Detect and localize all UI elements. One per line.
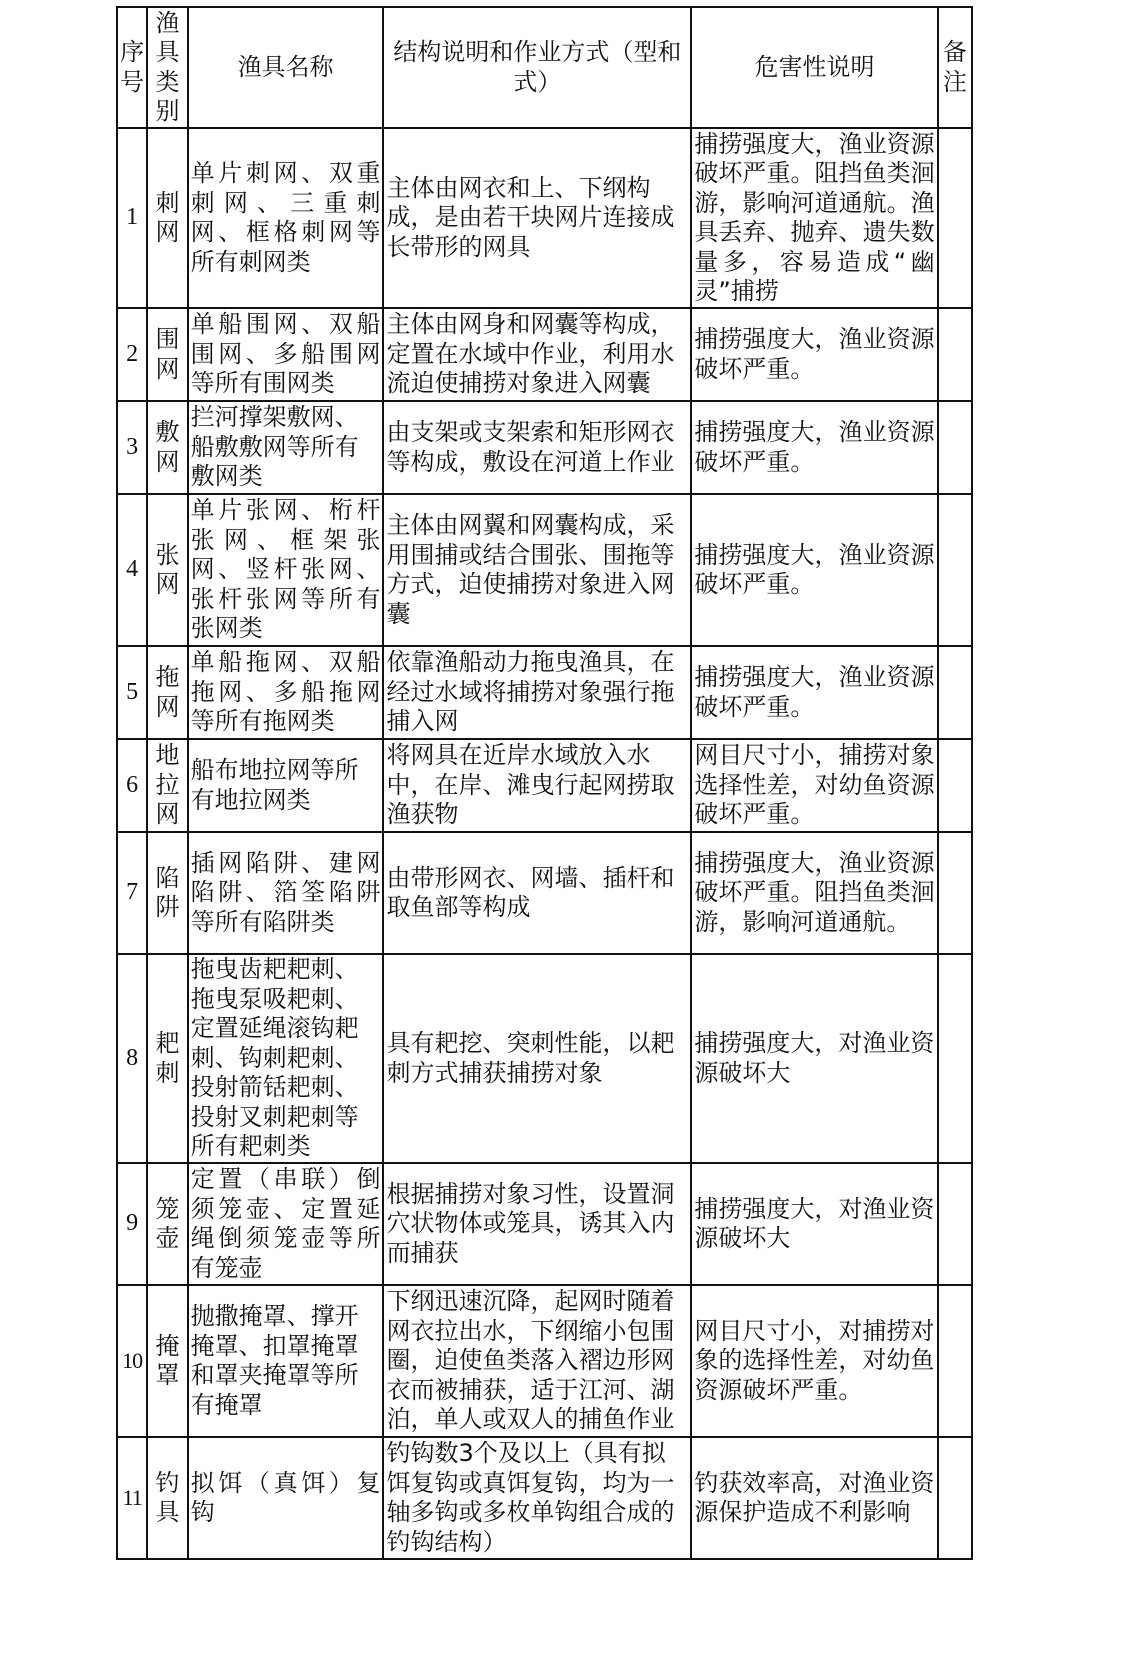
table-row xyxy=(117,832,972,954)
row-remark xyxy=(938,494,972,646)
row-seq: 4 xyxy=(117,494,147,646)
row-hazard: 网目尺寸小，捕捞对象选择性差，对幼鱼资源破坏严重。 xyxy=(691,739,937,832)
row-seq: 6 xyxy=(117,739,147,832)
row-seq: 9 xyxy=(117,1163,147,1285)
row-structure: 具有耙挖、突刺性能，以耙刺方式捕获捕捞对象 xyxy=(383,954,691,1163)
row-remark xyxy=(938,1285,972,1437)
row-structure: 主体由网身和网囊等构成，定置在水域中作业，利用水流迫使捕捞对象进入网囊 xyxy=(383,308,691,401)
row-gear-type: 敷网 xyxy=(147,401,187,494)
table-row xyxy=(117,954,972,1163)
row-gear-name: 船布地拉网等所有地拉网类 xyxy=(188,739,384,832)
table-row xyxy=(117,1285,972,1437)
row-gear-name: 拦河撑架敷网、船敷敷网等所有敷网类 xyxy=(188,401,384,494)
row-hazard: 捕捞强度大，渔业资源破坏严重。阻挡鱼类洄游，影响河道通航。渔具丢弃、抛弃、遗失数量多，容易造成“幽灵”捕捞 xyxy=(691,128,937,308)
table-row xyxy=(117,1163,972,1285)
table-row xyxy=(117,308,972,401)
table-row xyxy=(117,401,972,494)
row-remark xyxy=(938,954,972,1163)
row-remark xyxy=(938,308,972,401)
row-structure: 根据捕捞对象习性，设置洞穴状物体或笼具，诱其入内而捕获 xyxy=(383,1163,691,1285)
table-row xyxy=(117,1437,972,1559)
prohibited-fishing-gear-table xyxy=(116,6,973,1560)
row-gear-type: 笼壶 xyxy=(147,1163,187,1285)
row-hazard: 网目尺寸小，对捕捞对象的选择性差，对幼鱼资源破坏严重。 xyxy=(691,1285,937,1437)
row-gear-type: 陷阱 xyxy=(147,832,187,954)
table-row xyxy=(117,128,972,308)
row-remark xyxy=(938,832,972,954)
row-seq: 10 xyxy=(117,1285,147,1437)
row-structure: 钓钩数3个及以上（具有拟饵复钩或真饵复钩，均为一轴多钩或多枚单钩组合成的钓钩结构） xyxy=(383,1437,691,1559)
row-structure: 下纲迅速沉降，起网时随着网衣拉出水，下纲缩小包围圈，迫使鱼类落入褶边形网衣而被捕获，适于江河、湖泊，单人或双人的捕鱼作业 xyxy=(383,1285,691,1437)
row-gear-type: 刺网 xyxy=(147,128,187,308)
header-gear-type: 渔具类别 xyxy=(147,7,187,128)
row-hazard: 捕捞强度大，渔业资源破坏严重。 xyxy=(691,646,937,739)
header-hazard: 危害性说明 xyxy=(691,7,937,128)
row-gear-name: 单片张网、桁杆张网、框架张网、竖杆张网、张杆张网等所有张网类 xyxy=(188,494,384,646)
row-gear-name: 抛撒掩罩、撑开掩罩、扣罩掩罩和罩夹掩罩等所有掩罩 xyxy=(188,1285,384,1437)
row-seq: 7 xyxy=(117,832,147,954)
header-structure: 结构说明和作业方式（型和式） xyxy=(383,7,691,128)
row-gear-type: 围网 xyxy=(147,308,187,401)
table-header-row xyxy=(117,7,972,128)
row-structure: 将网具在近岸水域放入水中，在岸、滩曳行起网捞取渔获物 xyxy=(383,739,691,832)
row-hazard: 捕捞强度大，渔业资源破坏严重。 xyxy=(691,308,937,401)
row-remark xyxy=(938,646,972,739)
table-row xyxy=(117,494,972,646)
row-gear-name: 拖曳齿耙耙刺、拖曳泵吸耙刺、定置延绳滚钩耙刺、钩刺耙刺、投射箭铦耙刺、投射叉刺耙刺等所有耙刺类 xyxy=(188,954,384,1163)
row-seq: 11 xyxy=(117,1437,147,1559)
row-hazard: 钓获效率高，对渔业资源保护造成不利影响 xyxy=(691,1437,937,1559)
row-remark xyxy=(938,128,972,308)
row-seq: 5 xyxy=(117,646,147,739)
row-structure: 主体由网翼和网囊构成，采用围捕或结合围张、围拖等方式，迫使捕捞对象进入网囊 xyxy=(383,494,691,646)
row-structure: 由支架或支架索和矩形网衣等构成，敷设在河道上作业 xyxy=(383,401,691,494)
row-seq: 3 xyxy=(117,401,147,494)
row-hazard: 捕捞强度大，渔业资源破坏严重。 xyxy=(691,494,937,646)
row-gear-type: 钓具 xyxy=(147,1437,187,1559)
row-seq: 1 xyxy=(117,128,147,308)
row-gear-name: 单片刺网、双重刺网、三重刺网、框格刺网等所有刺网类 xyxy=(188,128,384,308)
header-gear-name: 渔具名称 xyxy=(188,7,384,128)
row-structure: 由带形网衣、网墙、插杆和取鱼部等构成 xyxy=(383,832,691,954)
row-gear-type: 地拉网 xyxy=(147,739,187,832)
row-structure: 依靠渔船动力拖曳渔具，在经过水域将捕捞对象强行拖捕入网 xyxy=(383,646,691,739)
row-hazard: 捕捞强度大，渔业资源破坏严重。阻挡鱼类洄游，影响河道通航。 xyxy=(691,832,937,954)
row-gear-name: 插网陷阱、建网陷阱、箔筌陷阱等所有陷阱类 xyxy=(188,832,384,954)
header-remark: 备注 xyxy=(938,7,972,128)
row-gear-name: 单船拖网、双船拖网、多船拖网等所有拖网类 xyxy=(188,646,384,739)
table-row xyxy=(117,739,972,832)
row-gear-type: 张网 xyxy=(147,494,187,646)
row-remark xyxy=(938,401,972,494)
row-structure: 主体由网衣和上、下纲构成，是由若干块网片连接成长带形的网具 xyxy=(383,128,691,308)
row-gear-type: 拖网 xyxy=(147,646,187,739)
row-hazard: 捕捞强度大，渔业资源破坏严重。 xyxy=(691,401,937,494)
row-gear-type: 掩罩 xyxy=(147,1285,187,1437)
row-hazard: 捕捞强度大，对渔业资源破坏大 xyxy=(691,1163,937,1285)
row-remark xyxy=(938,1163,972,1285)
row-hazard: 捕捞强度大，对渔业资源破坏大 xyxy=(691,954,937,1163)
row-remark xyxy=(938,739,972,832)
header-seq: 序号 xyxy=(117,7,147,128)
table-row xyxy=(117,646,972,739)
row-gear-type: 耙刺 xyxy=(147,954,187,1163)
row-seq: 2 xyxy=(117,308,147,401)
row-gear-name: 拟饵（真饵）复钩 xyxy=(188,1437,384,1559)
row-gear-name: 单船围网、双船围网、多船围网等所有围网类 xyxy=(188,308,384,401)
row-gear-name: 定置（串联）倒须笼壶、定置延绳倒须笼壶等所有笼壶 xyxy=(188,1163,384,1285)
row-remark xyxy=(938,1437,972,1559)
row-seq: 8 xyxy=(117,954,147,1163)
